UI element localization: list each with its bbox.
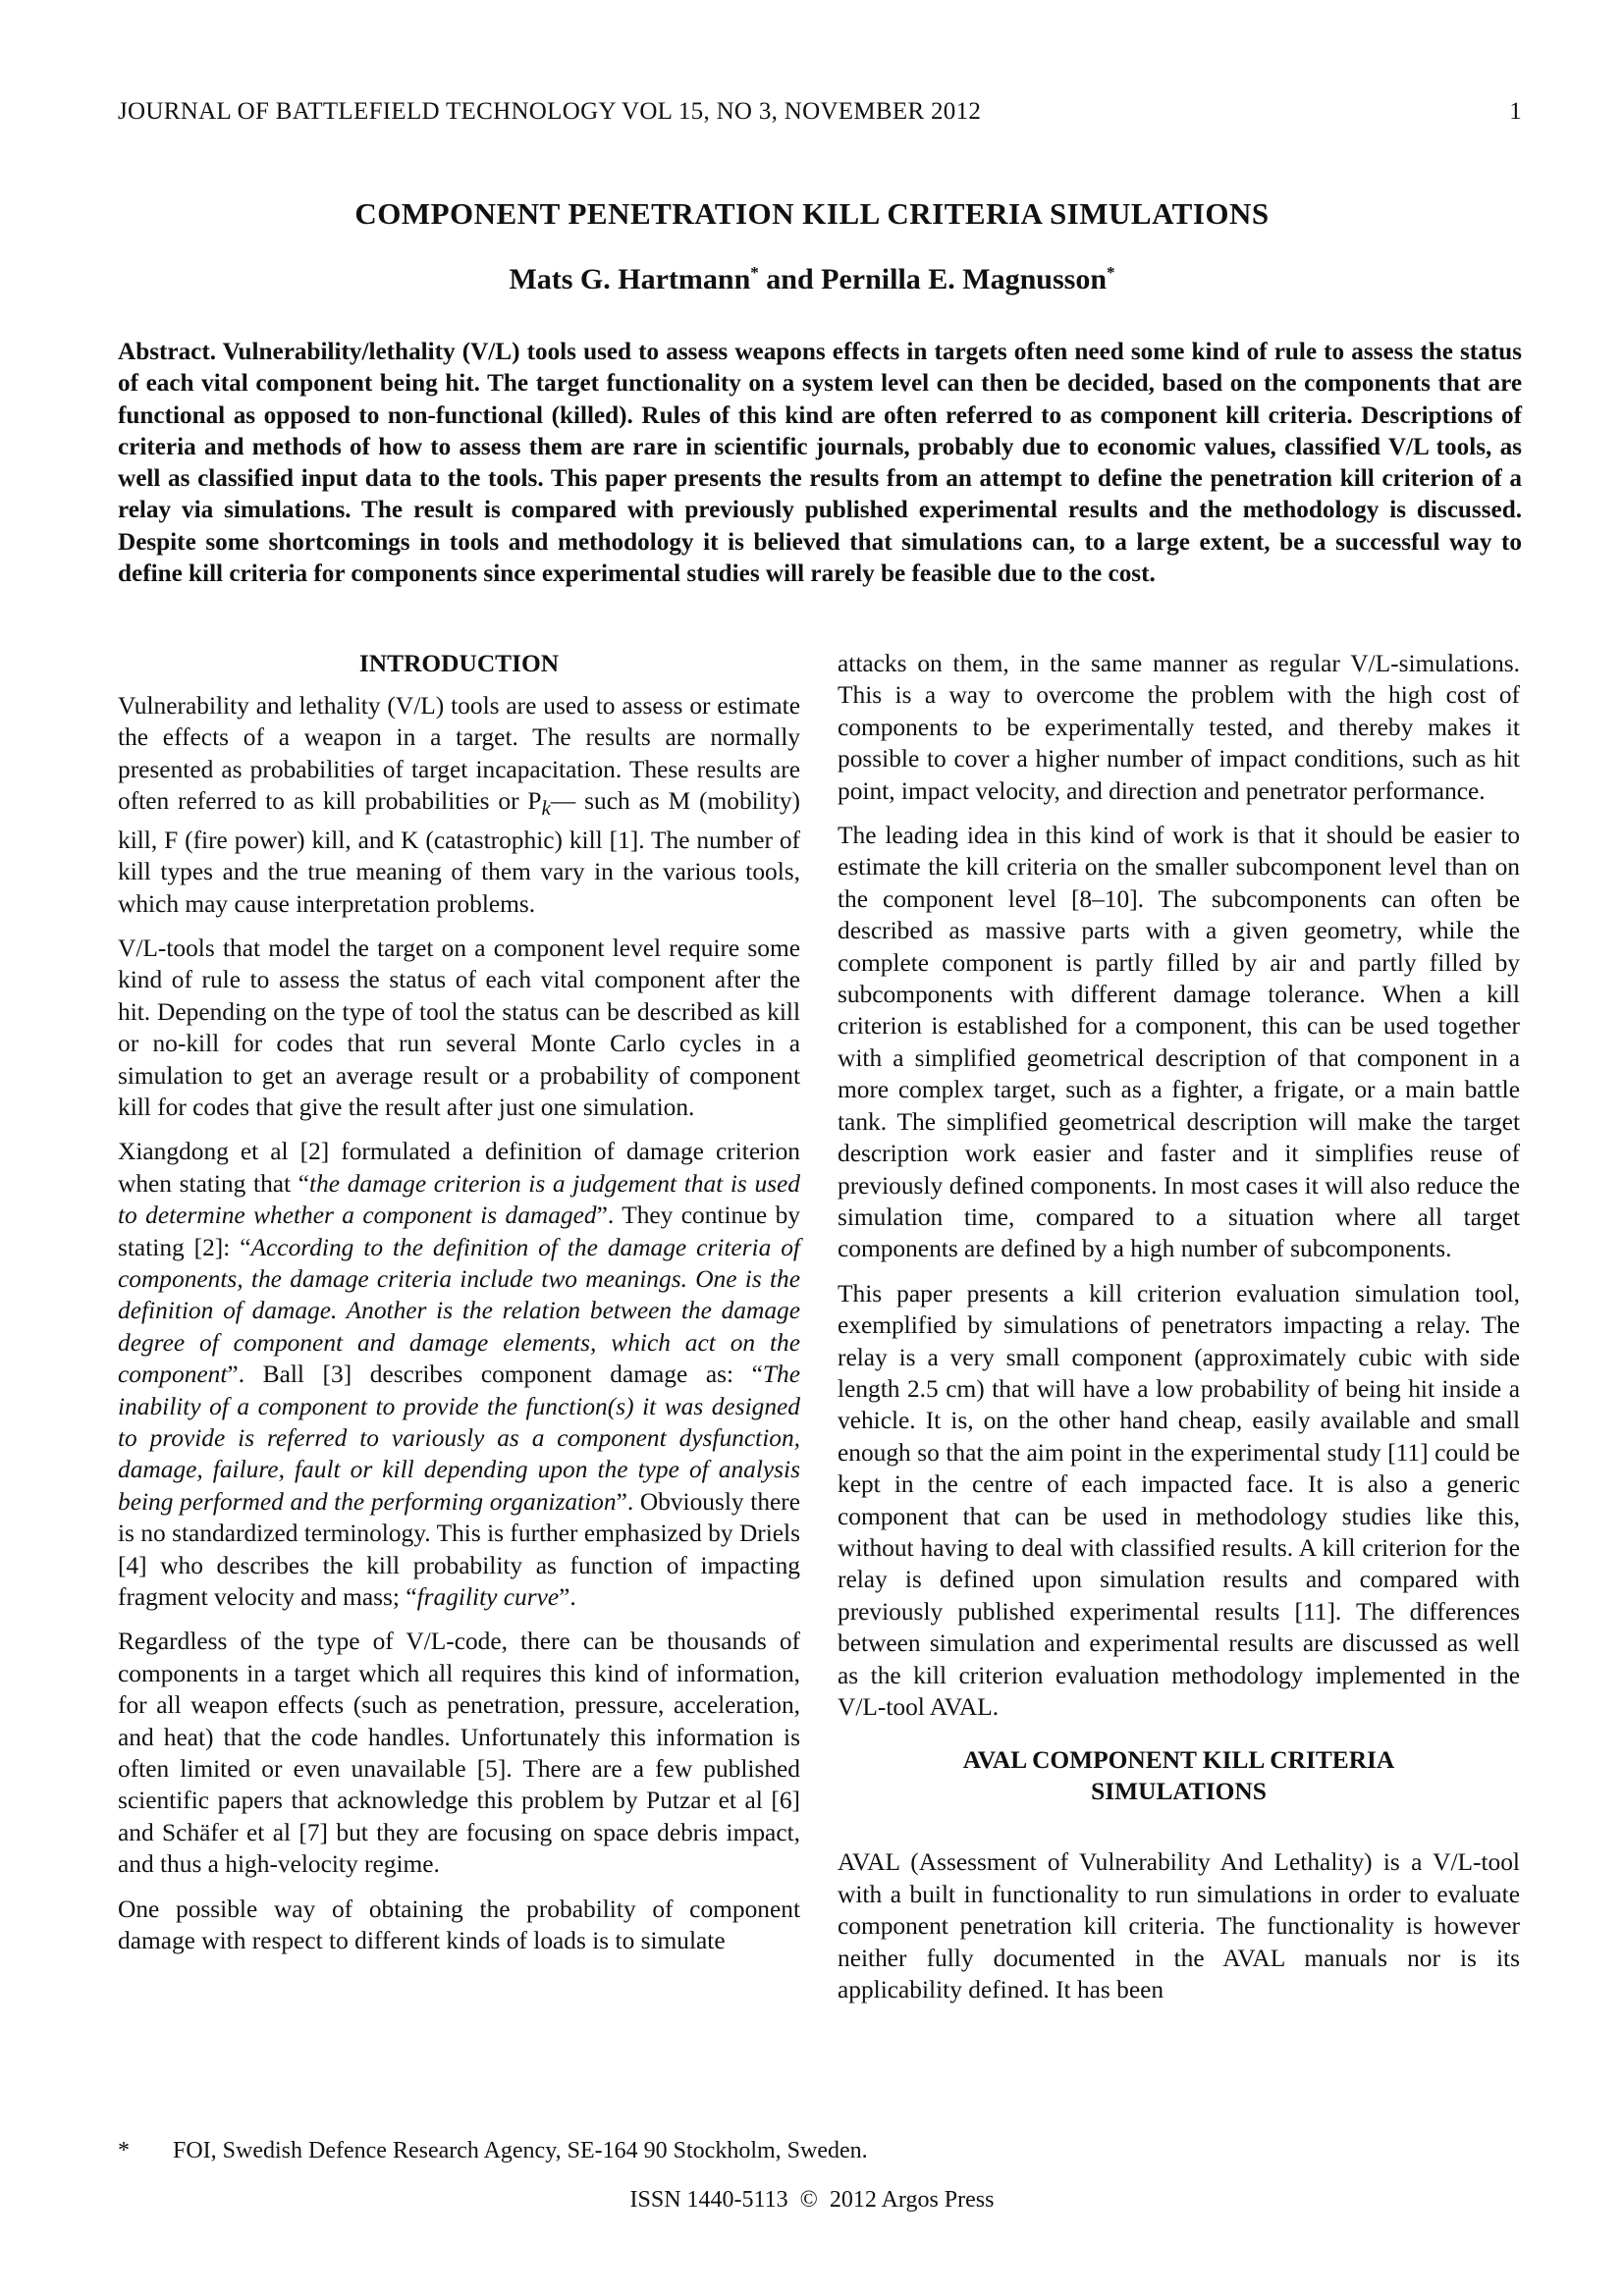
footnote-text: FOI, Swedish Defence Research Agency, SE-164 90 Stockholm, Sweden. [173, 2138, 868, 2163]
journal-name: JOURNAL OF BATTLEFIELD TECHNOLOGY VOL 15, NO 3, NOVEMBER 2012 [118, 98, 982, 125]
issn-line: ISSN 1440-5113 © 2012 Argos Press [629, 2187, 995, 2213]
author-2: Pernilla E. Magnusson [821, 263, 1108, 295]
paragraph: Xiangdong et al [2] formulated a definition of damage criterion when stating that “the damage criterion is a judgement that is used to determine whether a component is damaged”. They continue by stating [2]: “According to the definition of the damage criteria of components, the damage criteria include two meanings. One is the definition of damage. Another is the relation between the damage degree of component and damage elements, which act on the component”. Ball [3] describes component damage as: “The inability of a component to provide the function(s) it was designed to provide is referred to variously as a component dysfunction, damage, failure, fault or kill depending upon the type of analysis being performed and the performing organization”. Obviously there is no standardized terminology. This is further emphasized by Driels [4] who describes the kill probability as function of impacting fragment velocity and mass; “fragility curve”. [118, 1138, 801, 1612]
paragraph: AVAL (Assessment of Vulnerability And Lethality) is a V/L-tool with a built in functionality to run simulations in order to evaluate component penetration kill criteria. The functionality is however neither fully documented in the AVAL manuals nor is its applicability defined. It has been [838, 1848, 1520, 2004]
footnote-mark: * [118, 2138, 130, 2163]
section-heading-aval: AVAL COMPONENT KILL CRITERIA SIMULATIONS [962, 1746, 1395, 1806]
author-1: Mats G. Hartmann [509, 263, 751, 295]
paragraph: Vulnerability and lethality (V/L) tools are used to assess or estimate the effects of a weapon in a target. The results are normally presented as probabilities of target incapacitation. These results are often referred to as kill probabilities or $P_k—$ such as M (mobility) kill, F (fire power) kill, and K (catastrophic) kill [1]. The number of kill types and the true meaning of them vary in the various tools, which may cause interpretation problems. [118, 692, 801, 918]
paragraph: V/L-tools that model the target on a component level require some kind of rule to assess the status of each vital component after the hit. Depending on the type of tool the status can be described as kill or no-kill for codes that run several Monte Carlo cycles in a simulation to get an average result or a probability of component kill for codes that give the result after just one simulation. [118, 934, 800, 1121]
abstract: Abstract. Vulnerability/lethality (V/L) tools used to assess weapons effects in targets often need some kind of rule to assess the status of each vital component being hit. The target functionality on a system level can then be decided, based on the components that are functional as opposed to non-functional (killed). Rules of this kind are often referred to as component kill criteria. Descriptions of criteria and methods of how to assess them are rare in scientific journals, probably due to economic values, classified V/L tools, as well as classified input data to the tools. This paper presents the results from an attempt to define the penetration kill criterion of a relay via simulations. The result is compared with previously published experimental results and the methodology is discussed. Despite some shortcomings in tools and methodology it is believed that simulations can, to a large extent, be a successful way to define kill criteria for components since experimental studies will rarely be feasible due to the cost. [118, 339, 1522, 588]
page-number: 1 [1509, 98, 1522, 125]
paper-title: COMPONENT PENETRATION KILL CRITERIA SIMULATIONS [354, 196, 1270, 231]
paragraph: The leading idea in this kind of work is that it should be easier to estimate the kill criteria on the smaller subcomponent level than on the component level [8–10]. The subcomponents can often be described as massive parts with a given geometry, while the complete component is partly filled by air and partly filled by subcomponents with different damage tolerance. When a kill criterion is established for a component, this can be used together with a simplified geometrical description of that component in a more complex target, such as a fighter, a frigate, or a main battle tank. The simplified geometrical description will make the target description work easier and faster and it simplifies reuse of previously defined components. In most cases it will also reduce the simulation time, compared to a situation where all target components are defined by a high number of subcomponents. [838, 822, 1520, 1263]
left-column [118, 648, 800, 1970]
running-header [118, 98, 1522, 126]
paragraph: Regardless of the type of V/L-code, there can be thousands of components in a target which all requires this kind of information, for all weapon effects (such as penetration, pressure, acceleration, and heat) that the code handles. Unfortunately this information is often limited or even unavailable [5]. There are a few published scientific papers that acknowledge this problem by Putzar et al [6] and Schäfer et al [7] but they are focusing on space debris impact, and thus a high-velocity regime. [118, 1628, 800, 1879]
authors [0, 263, 1624, 296]
author-connector: and [758, 263, 822, 295]
author-2-mark: * [1107, 263, 1115, 282]
section-heading-introduction: INTRODUCTION [358, 650, 560, 677]
footnote [118, 2138, 1522, 2164]
paragraph: This paper presents a kill criterion evaluation simulation tool, exemplified by simulations of penetrators impacting a relay. The relay is a very small component (approximately cubic with side length 2.5 cm) that will have a low probability of being hit inside a vehicle. It is, on the other hand cheap, easily available and small enough so that the aim point in the experimental study [11] could be kept in the centre of each impacted face. It is also a generic component that can be used in methodology studies like this, without having to deal with classified results. A kill criterion for the relay is defined upon simulation results and compared with previously published experimental results [11]. The differences between simulation and experimental results are discussed as well as the kill criterion evaluation methodology implemented in the V/L-tool AVAL. [838, 1279, 1520, 1721]
paragraph: attacks on them, in the same manner as regular V/L-simulations. This is a way to overcome the problem with the high cost of components to be experimentally tested, and thereby makes it possible to cover a higher number of impact conditions, such as hit point, impact velocity, and direction and penetrator performance. [838, 650, 1520, 805]
paragraph: One possible way of obtaining the probability of component damage with respect to different kinds of loads is to simulate [118, 1895, 800, 1955]
right-column [838, 648, 1520, 2018]
author-1-mark: * [750, 263, 759, 282]
